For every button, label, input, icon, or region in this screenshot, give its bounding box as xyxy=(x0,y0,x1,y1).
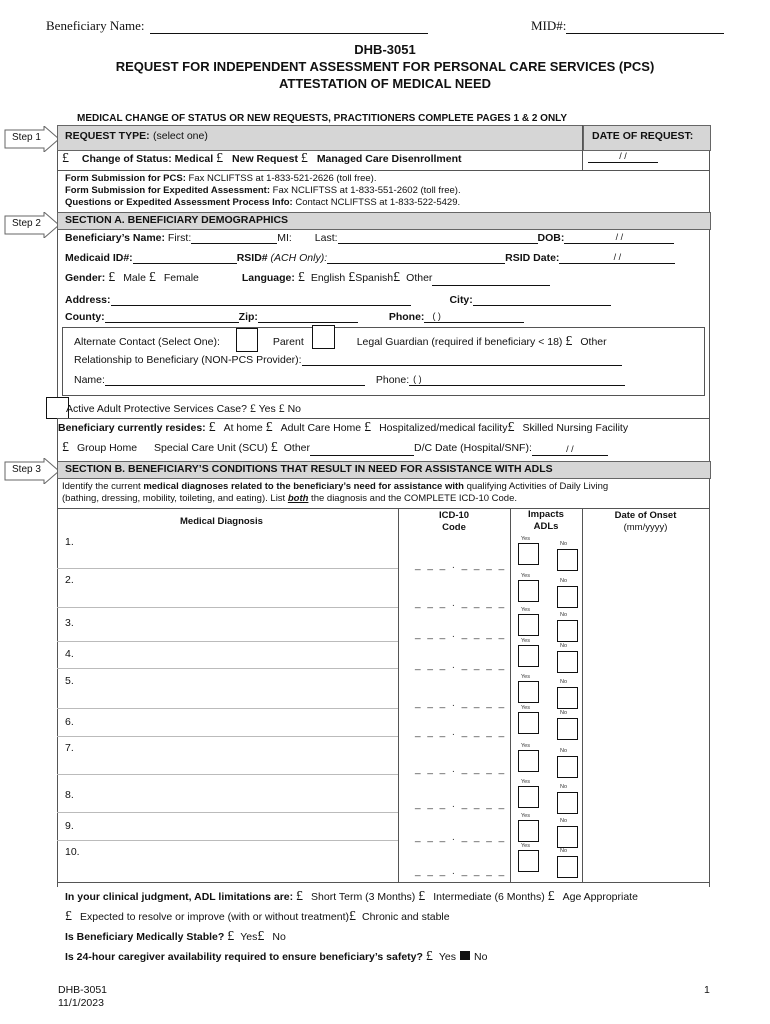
diagnosis-row-label: 4. xyxy=(65,648,74,660)
footer-left: DHB-3051 11/1/2023 xyxy=(58,984,108,1009)
other-language-field[interactable] xyxy=(432,274,550,286)
col-date-of-onset: Date of Onset (mm/yyyy) xyxy=(614,510,677,533)
address-row: Address: City: xyxy=(65,294,705,306)
step-2-arrow xyxy=(4,212,60,238)
rule xyxy=(57,418,709,419)
col-medical-diagnosis: Medical Diagnosis xyxy=(180,516,263,527)
adl-yes-checkbox[interactable] xyxy=(518,543,539,565)
diagnosis-row-label: 1. xyxy=(65,536,74,548)
mid-label: MID#: xyxy=(531,18,567,33)
city-field[interactable] xyxy=(473,294,611,306)
medicaid-row: Medicaid ID#: RSID# (ACH Only): RSID Date: / / xyxy=(65,252,705,264)
resides-row: Beneficiary currently resides: £ At home £ Adult Care Home £ Hospitalized/medical facility£ Skilled Nursing Facility xyxy=(58,420,629,435)
checkbox-male[interactable]: £ xyxy=(108,270,116,285)
dc-date-field[interactable]: / / xyxy=(532,444,608,456)
row-rule xyxy=(57,668,398,669)
diagnosis-row-label: 6. xyxy=(65,716,74,728)
diagnosis-row-label: 10. xyxy=(65,846,80,858)
row-rule xyxy=(57,812,398,813)
adl-no-checkbox[interactable] xyxy=(557,856,578,878)
icd10-code-field[interactable]: _ _ _ . _ _ _ _ xyxy=(415,764,507,775)
adl-no-checkbox[interactable] xyxy=(557,718,578,740)
diagnosis-row-label: 9. xyxy=(65,820,74,832)
step-3-arrow xyxy=(4,458,60,484)
adl-no-checkbox[interactable] xyxy=(557,586,578,608)
row-rule xyxy=(57,568,398,569)
beneficiary-name-row: Beneficiary’s Name: First: MI: Last: DOB: / / xyxy=(65,232,705,244)
adl-no-checkbox[interactable] xyxy=(557,651,578,673)
checkbox-caregiver-no-filled[interactable] xyxy=(460,951,470,960)
adl-yes-label: Yes xyxy=(521,743,530,749)
aps-row: Active Adult Protective Services Case? £ Yes £ No xyxy=(66,401,301,415)
col-icd10: ICD-10 Code xyxy=(438,510,470,533)
alt-name-field[interactable] xyxy=(105,374,365,386)
relationship-field[interactable] xyxy=(302,354,622,366)
beneficiary-name-field[interactable] xyxy=(150,19,428,34)
adl-yes-label: Yes xyxy=(521,705,530,711)
icd10-code-field[interactable]: _ _ _ . _ _ _ _ xyxy=(415,629,507,640)
rsid-field[interactable] xyxy=(327,252,505,264)
adl-yes-label: Yes xyxy=(521,573,530,579)
page-number: 1 xyxy=(704,984,710,996)
phone-field[interactable]: ( ) xyxy=(424,311,524,323)
adl-no-label: No xyxy=(560,578,568,584)
checkbox-new-request[interactable]: £ xyxy=(216,151,224,166)
form-subtitle: ATTESTATION OF MEDICAL NEED xyxy=(278,76,492,91)
checkbox-chronic[interactable]: £ xyxy=(349,909,357,924)
col-line xyxy=(582,508,583,882)
notice: MEDICAL CHANGE OF STATUS OR NEW REQUESTS, PRACTITIONERS COMPLETE PAGES 1 & 2 ONLY xyxy=(77,113,568,124)
date-of-request-field[interactable]: / / xyxy=(588,151,658,163)
icd10-code-field[interactable]: _ _ _ . _ _ _ _ xyxy=(415,698,507,709)
icd10-code-field[interactable]: _ _ _ . _ _ _ _ xyxy=(415,866,507,877)
medicaid-id-field[interactable] xyxy=(133,252,237,264)
step-3-label: Step 3 xyxy=(12,464,41,475)
checkbox-resides-other[interactable]: £ xyxy=(270,440,278,455)
checkbox-expected-resolve[interactable]: £ xyxy=(65,909,72,924)
adl-no-checkbox[interactable] xyxy=(557,826,578,848)
diagnosis-row-label: 5. xyxy=(65,675,74,687)
adl-no-checkbox[interactable] xyxy=(557,687,578,709)
adl-yes-label: Yes xyxy=(521,674,530,680)
diagnosis-row-label: 8. xyxy=(65,789,74,801)
checkbox-parent[interactable] xyxy=(236,328,258,352)
adl-no-label: No xyxy=(560,818,568,824)
row-rule xyxy=(57,641,398,642)
adl-yes-checkbox[interactable] xyxy=(518,820,539,842)
adl-yes-checkbox[interactable] xyxy=(518,750,539,772)
checkbox-age-appropriate[interactable]: £ xyxy=(547,889,555,904)
checkbox-stable-yes[interactable]: £ xyxy=(227,929,235,944)
row-rule xyxy=(57,774,398,775)
alt-name-row: Name: Phone: ( ) xyxy=(74,374,625,386)
mid-field[interactable] xyxy=(566,19,724,34)
row-rule xyxy=(57,708,398,709)
frame-right xyxy=(709,125,710,887)
adl-yes-checkbox[interactable] xyxy=(518,681,539,703)
adl-no-checkbox[interactable] xyxy=(557,549,578,571)
checkbox-other-language[interactable]: £ xyxy=(393,270,401,285)
adl-no-checkbox[interactable] xyxy=(557,756,578,778)
rule xyxy=(57,170,709,171)
col-line xyxy=(398,508,399,882)
step-1-label: Step 1 xyxy=(12,132,41,143)
checkbox-legal-guardian[interactable] xyxy=(312,325,335,349)
county-field[interactable] xyxy=(105,311,239,323)
adl-yes-checkbox[interactable] xyxy=(518,850,539,872)
checkbox-aps-no[interactable]: £ xyxy=(278,401,285,415)
checkbox-snf[interactable]: £ xyxy=(507,420,515,435)
county-row: County: Zip: Phone: ( ) xyxy=(65,311,705,323)
checkbox-alt-other[interactable]: £ xyxy=(565,334,573,349)
checkbox-short-term[interactable]: £ xyxy=(296,889,304,904)
submission-info: Form Submission for PCS: Fax NCLIFTSS at 1-833-521-2626 (toll free). Form Submission for Expedited Assessment: Fax NCLIFTSS at 1-833-551-2602 (toll free). Questions or Expedited Assessment Process Info: Contact NCLIFTSS at 1-833-522-5429. xyxy=(65,173,461,208)
table-top xyxy=(57,508,709,509)
first-name-field[interactable] xyxy=(191,232,277,244)
form-id: DHB-3051 xyxy=(354,42,416,57)
checkbox-hospitalized[interactable]: £ xyxy=(364,420,372,435)
checkbox-group-home[interactable]: £ xyxy=(62,440,69,455)
form-title: REQUEST FOR INDEPENDENT ASSESSMENT FOR PERSONAL CARE SERVICES (PCS) xyxy=(115,59,655,74)
resides-row-2: £ Group Home Special Care Unit (SCU) £ Other D/C Date (Hospital/SNF): / / xyxy=(62,440,702,456)
clinical-judgment-row: In your clinical judgment, ADL limitations are: £ Short Term (3 Months) £ Intermediate (6 Months) £ Age Appropriate xyxy=(65,889,638,904)
checkbox-stable-no[interactable]: £ xyxy=(257,929,265,944)
date-of-request-header: DATE OF REQUEST: xyxy=(583,125,711,151)
row-rule xyxy=(57,736,398,737)
table-bottom xyxy=(57,882,709,883)
request-divider xyxy=(582,125,583,170)
adl-yes-label: Yes xyxy=(521,536,530,542)
checkbox-at-home[interactable]: £ xyxy=(208,420,216,435)
checkbox-aps-yes[interactable]: £ xyxy=(249,401,256,415)
adl-no-label: No xyxy=(560,643,568,649)
icd10-code-field[interactable]: _ _ _ . _ _ _ _ xyxy=(415,832,507,843)
adl-yes-label: Yes xyxy=(521,638,530,644)
alternate-contact-row: Alternate Contact (Select One): Parent Legal Guardian (required if beneficiary < 18) £ Other xyxy=(74,334,607,349)
checkbox-change-of-status[interactable]: £ xyxy=(62,151,69,166)
diagnosis-row-label: 2. xyxy=(65,574,74,586)
checkbox-spanish[interactable]: £ xyxy=(348,270,356,285)
adl-yes-checkbox[interactable] xyxy=(518,786,539,808)
alt-phone-field[interactable]: ( ) xyxy=(409,374,625,386)
col-impacts-adls: Impacts ADLs xyxy=(528,509,564,532)
expected-row: £ Expected to resolve or improve (with or without treatment)£ Chronic and stable xyxy=(65,909,450,924)
row-rule xyxy=(57,840,398,841)
adl-no-checkbox[interactable] xyxy=(557,792,578,814)
section-b-instructions: Identify the current medical diagnoses related to the beneficiary’s need for assistance with qualifying Activities of Daily Living (bathing, dressing, mobility, toileting, and eating). List both the diagnosis and the COMPLETE ICD-10 Code. xyxy=(62,481,609,504)
relationship-row: Relationship to Beneficiary (NON-PCS Provider): xyxy=(74,354,622,366)
adl-no-label: No xyxy=(560,679,568,685)
address-field[interactable] xyxy=(111,294,411,306)
checkbox-caregiver-yes[interactable]: £ xyxy=(425,949,433,964)
adl-yes-label: Yes xyxy=(521,843,530,849)
adl-no-label: No xyxy=(560,612,568,618)
icd10-code-field[interactable]: _ _ _ . _ _ _ _ xyxy=(415,660,507,671)
dob-field[interactable]: / / xyxy=(564,232,674,244)
icd10-code-field[interactable]: _ _ _ . _ _ _ _ xyxy=(415,560,507,571)
medically-stable-row: Is Beneficiary Medically Stable? £ Yes£ No xyxy=(65,929,286,944)
adl-yes-label: Yes xyxy=(521,779,530,785)
col-line xyxy=(510,508,511,882)
checkbox-managed-care[interactable]: £ xyxy=(300,151,308,166)
step-2-label: Step 2 xyxy=(12,218,41,229)
icd10-code-field[interactable]: _ _ _ . _ _ _ _ xyxy=(415,799,507,810)
adl-no-label: No xyxy=(560,748,568,754)
adl-no-label: No xyxy=(560,541,568,547)
zip-field[interactable] xyxy=(258,311,358,323)
gender-language-row: Gender: £ Male £ Female Language: £ English £Spanish£ Other xyxy=(65,270,705,286)
request-type-header: REQUEST TYPE: (select one) xyxy=(57,125,584,151)
adl-yes-label: Yes xyxy=(521,813,530,819)
diagnosis-row-label: 7. xyxy=(65,742,74,754)
row-rule xyxy=(57,607,398,608)
resides-other-field[interactable] xyxy=(310,444,414,456)
adl-yes-checkbox[interactable] xyxy=(518,614,539,636)
adl-no-checkbox[interactable] xyxy=(557,620,578,642)
icd10-code-field[interactable]: _ _ _ . _ _ _ _ xyxy=(415,727,507,738)
adl-no-label: No xyxy=(560,848,568,854)
section-b-header: SECTION B. BENEFICIARY’S CONDITIONS THAT RESULT IN NEED FOR ASSISTANCE WITH ADLS xyxy=(57,461,711,479)
checkbox-adult-care-home[interactable]: £ xyxy=(265,420,273,435)
beneficiary-name-label: Beneficiary Name: xyxy=(46,18,145,33)
adl-yes-checkbox[interactable] xyxy=(518,580,539,602)
section-a-header: SECTION A. BENEFICIARY DEMOGRAPHICS xyxy=(57,212,711,230)
caregiver-row: Is 24-hour caregiver availability required to ensure beneficiary’s safety? £ Yes No xyxy=(65,949,488,964)
frame-left xyxy=(57,125,58,887)
step-1-arrow xyxy=(4,126,60,152)
adl-no-label: No xyxy=(560,784,568,790)
adl-yes-checkbox[interactable] xyxy=(518,645,539,667)
diagnosis-row-label: 3. xyxy=(65,617,74,629)
icd10-code-field[interactable]: _ _ _ . _ _ _ _ xyxy=(415,598,507,609)
checkbox-intermediate[interactable]: £ xyxy=(418,889,426,904)
checkbox-english[interactable]: £ xyxy=(297,270,305,285)
adl-yes-checkbox[interactable] xyxy=(518,712,539,734)
checkbox-female[interactable]: £ xyxy=(148,270,156,285)
adl-yes-label: Yes xyxy=(521,607,530,613)
rsid-date-field[interactable]: / / xyxy=(559,252,675,264)
request-options[interactable]: £ Change of Status: Medical £ New Request £ Managed Care Disenrollment xyxy=(62,151,462,166)
adl-no-label: No xyxy=(560,710,568,716)
last-name-field[interactable] xyxy=(338,232,538,244)
